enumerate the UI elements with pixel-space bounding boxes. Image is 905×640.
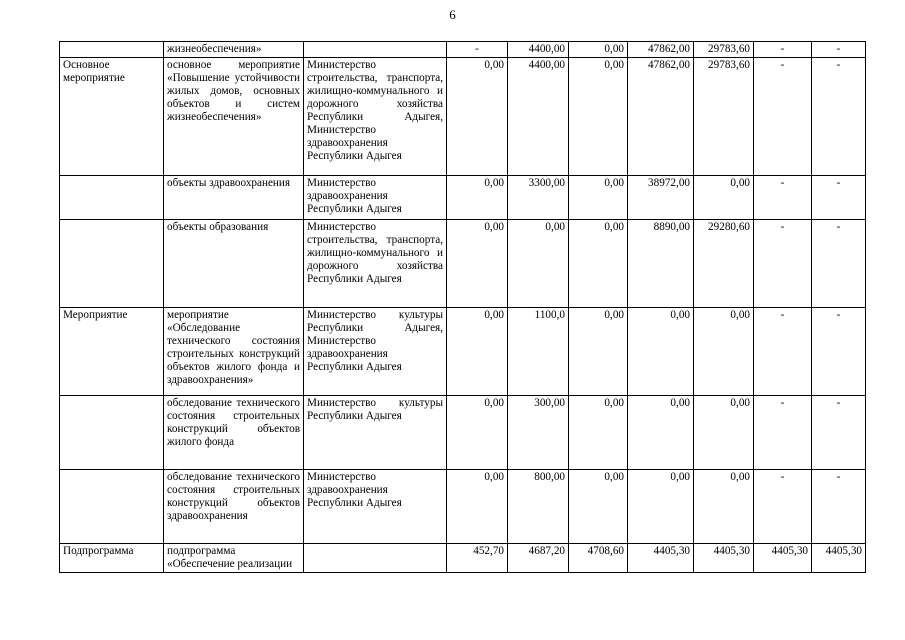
- status-cell: [60, 470, 164, 544]
- status-cell: Подпрограмма: [60, 544, 164, 573]
- executor-cell: [304, 544, 447, 573]
- value-cell: -: [812, 42, 866, 58]
- value-cell: -: [812, 58, 866, 176]
- value-cell: 4687,20: [508, 544, 569, 573]
- page-number: 6: [449, 7, 456, 22]
- value-cell: -: [812, 220, 866, 308]
- value-cell: -: [754, 220, 812, 308]
- table-row: [60, 176, 866, 220]
- status-cell: Основное мероприятие: [60, 58, 164, 176]
- value-cell: -: [754, 42, 812, 58]
- table-row: [60, 220, 866, 308]
- executor-cell: Министерство культуры Республики Адыгея, Министерство здравоохранения Республики Адыгея: [304, 308, 447, 396]
- value-cell: 0,00: [694, 396, 754, 470]
- value-cell: 0,00: [628, 470, 694, 544]
- executor-cell: Министерство культуры Республики Адыгея: [304, 396, 447, 470]
- table-row: [60, 42, 866, 58]
- value-cell: 0,00: [628, 308, 694, 396]
- value-cell: 4400,00: [508, 58, 569, 176]
- value-cell: -: [447, 42, 508, 58]
- value-cell: 0,00: [447, 220, 508, 308]
- value-cell: 0,00: [569, 58, 628, 176]
- table-row: [60, 544, 866, 573]
- value-cell: 1100,0: [508, 308, 569, 396]
- value-cell: 0,00: [447, 58, 508, 176]
- status-cell: Мероприятие: [60, 308, 164, 396]
- value-cell: 0,00: [694, 176, 754, 220]
- value-cell: 0,00: [569, 308, 628, 396]
- value-cell: 3300,00: [508, 176, 569, 220]
- status-cell: [60, 176, 164, 220]
- executor-cell: [304, 42, 447, 58]
- value-cell: 47862,00: [628, 42, 694, 58]
- value-cell: 452,70: [447, 544, 508, 573]
- name-cell: мероприятие «Обследование технического состояния строительных конструкций объектов жилого фонда и здравоохранения»: [164, 308, 304, 396]
- value-cell: 0,00: [447, 176, 508, 220]
- value-cell: 0,00: [694, 308, 754, 396]
- value-cell: 4405,30: [754, 544, 812, 573]
- executor-cell: Министерство строительства, транспорта, жилищно-коммунального и дорожного хозяйства Республики Адыгея: [304, 220, 447, 308]
- value-cell: 38972,00: [628, 176, 694, 220]
- value-cell: 4405,30: [628, 544, 694, 573]
- value-cell: -: [754, 58, 812, 176]
- value-cell: 29280,60: [694, 220, 754, 308]
- value-cell: -: [754, 308, 812, 396]
- table-row: [60, 470, 866, 544]
- value-cell: 47862,00: [628, 58, 694, 176]
- executor-cell: Министерство здравоохранения Республики Адыгея: [304, 470, 447, 544]
- value-cell: -: [812, 176, 866, 220]
- name-cell: подпрограмма «Обеспечение реализации: [164, 544, 304, 573]
- value-cell: 29783,60: [694, 42, 754, 58]
- value-cell: 0,00: [569, 396, 628, 470]
- name-cell: обследование технического состояния строительных конструкций объектов жилого фонда: [164, 396, 304, 470]
- value-cell: -: [812, 308, 866, 396]
- name-cell: объекты образования: [164, 220, 304, 308]
- value-cell: -: [754, 176, 812, 220]
- value-cell: 0,00: [569, 42, 628, 58]
- table-row: [60, 396, 866, 470]
- value-cell: 0,00: [447, 470, 508, 544]
- value-cell: 0,00: [508, 220, 569, 308]
- value-cell: 0,00: [569, 470, 628, 544]
- status-cell: [60, 396, 164, 470]
- budget-table: [59, 41, 866, 573]
- value-cell: 29783,60: [694, 58, 754, 176]
- status-cell: [60, 220, 164, 308]
- value-cell: 0,00: [447, 308, 508, 396]
- value-cell: 300,00: [508, 396, 569, 470]
- name-cell: основное мероприятие «Повышение устойчивости жилых домов, основных объектов и систем жизнеобеспечения»: [164, 58, 304, 176]
- table-row: [60, 308, 866, 396]
- value-cell: 0,00: [628, 396, 694, 470]
- value-cell: 4400,00: [508, 42, 569, 58]
- value-cell: 8890,00: [628, 220, 694, 308]
- table-row: [60, 58, 866, 176]
- executor-cell: Министерство строительства, транспорта, жилищно-коммунального и дорожного хозяйства Республики Адыгея, Министерство здравоохранения Республики Адыгея: [304, 58, 447, 176]
- name-cell: жизнеобеспечения»: [164, 42, 304, 58]
- status-cell: [60, 42, 164, 58]
- value-cell: 4405,30: [812, 544, 866, 573]
- value-cell: -: [812, 470, 866, 544]
- value-cell: -: [754, 470, 812, 544]
- name-cell: объекты здравоохранения: [164, 176, 304, 220]
- name-cell: обследование технического состояния строительных конструкций объектов здравоохранения: [164, 470, 304, 544]
- value-cell: -: [812, 396, 866, 470]
- value-cell: 0,00: [569, 220, 628, 308]
- executor-cell: Министерство здравоохранения Республики Адыгея: [304, 176, 447, 220]
- value-cell: -: [754, 396, 812, 470]
- value-cell: 0,00: [447, 396, 508, 470]
- value-cell: 0,00: [694, 470, 754, 544]
- value-cell: 4708,60: [569, 544, 628, 573]
- value-cell: 4405,30: [694, 544, 754, 573]
- value-cell: 0,00: [569, 176, 628, 220]
- value-cell: 800,00: [508, 470, 569, 544]
